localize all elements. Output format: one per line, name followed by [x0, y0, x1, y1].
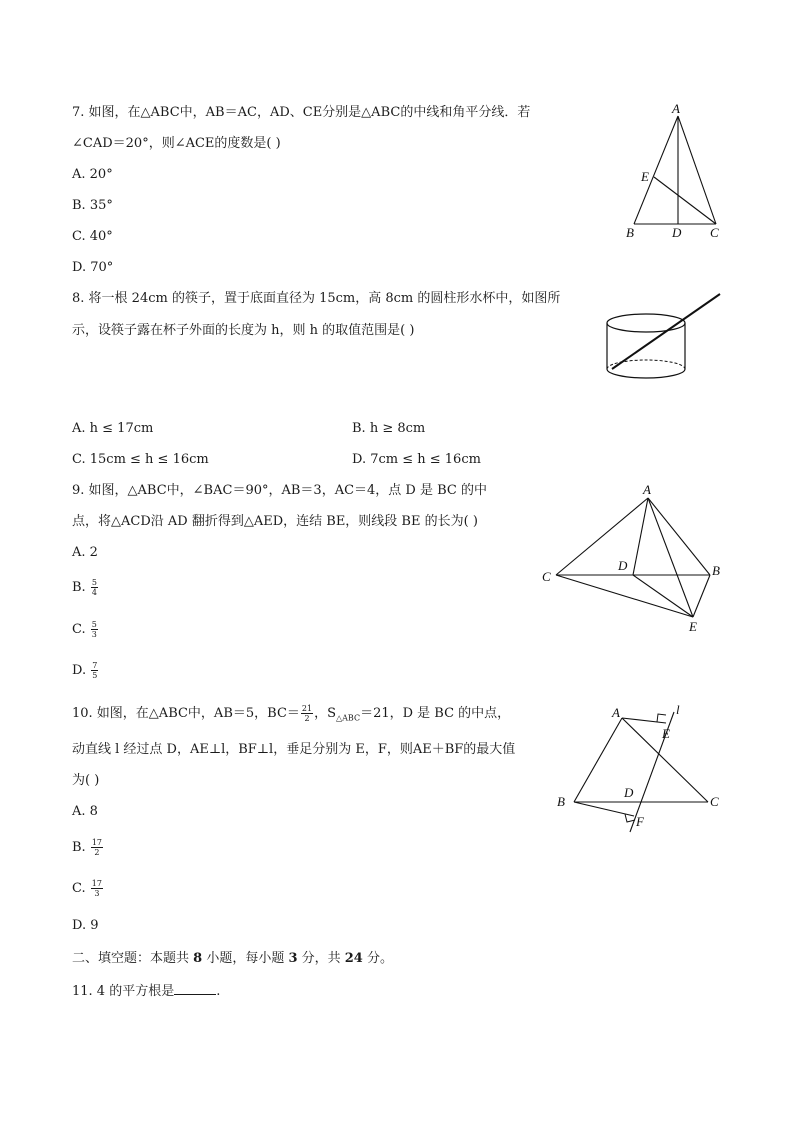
- q11-text: 11. 4 的平方根是: [72, 984, 175, 999]
- section-2-mid2: 分，共: [297, 951, 345, 966]
- q9-option-d-prefix: D.: [72, 663, 87, 678]
- q8-option-a: A. h ≤ 17cm: [72, 421, 154, 436]
- q10-option-c: [72, 879, 104, 898]
- q9-label-d: D: [618, 558, 628, 573]
- q7-stem-line2: ∠CAD＝20°，则∠ACE的度数是( ): [72, 136, 281, 151]
- q10-bc-fraction: $\frac{21}{2}$: [301, 704, 313, 723]
- q10-label-b: B: [557, 794, 565, 809]
- q7-label-c: C: [710, 225, 719, 240]
- q10-label-l: l: [676, 702, 680, 717]
- section-2-count: 8: [193, 951, 203, 966]
- q10-option-b-prefix: B.: [72, 840, 86, 855]
- q7-option-a: A. 20°: [72, 167, 113, 182]
- q10-label-c: C: [710, 794, 719, 809]
- q9-option-a: A. 2: [72, 545, 98, 560]
- q10-option-b-fraction: $\frac{17}{2}$: [91, 838, 103, 857]
- q10-area-subscript: △ABC: [335, 713, 361, 723]
- q10-stem-part1: 10. 如图，在△ABC中，AB＝5，BC＝: [72, 706, 300, 721]
- q10-option-c-fraction: $\frac{17}{3}$: [91, 879, 102, 898]
- q7-triangle-figure: [620, 100, 730, 242]
- q9-option-b-fraction: $\frac{5}{4}$: [91, 578, 97, 597]
- q10-label-f: F: [636, 814, 644, 829]
- section-2-each: 3: [288, 951, 298, 966]
- q7-label-b: B: [626, 225, 634, 240]
- q11-stem: [72, 982, 220, 1001]
- q11-answer-blank[interactable]: [174, 982, 216, 995]
- q9-option-c-fraction: $\frac{5}{3}$: [91, 620, 97, 639]
- q9-option-b: [72, 578, 99, 597]
- q8-option-d: D. 7cm ≤ h ≤ 16cm: [352, 452, 481, 467]
- section-2-prefix: 二、填空题：本题共: [72, 951, 194, 966]
- section-2-total: 24: [344, 951, 363, 966]
- q7-stem-line1: 7. 如图，在△ABC中，AB＝AC，AD、CE分别是△ABC的中线和角平分线．若: [72, 105, 531, 120]
- q9-label-a: A: [643, 482, 651, 497]
- q10-option-d: D. 9: [72, 918, 99, 933]
- section-2-mid1: 小题，每小题: [202, 951, 289, 966]
- q9-option-d-fraction: $\frac{7}{5}$: [92, 661, 98, 680]
- q7-option-d: D. 70°: [72, 260, 114, 275]
- q10-line-figure: [548, 698, 728, 838]
- q9-label-b: B: [712, 563, 720, 578]
- section-2-suffix: 分。: [362, 951, 393, 966]
- q9-label-e: E: [689, 619, 697, 634]
- q10-stem-part2: ，S: [314, 706, 336, 721]
- q7-label-a: A: [672, 101, 680, 116]
- q8-stem-line1: 8. 将一根 24cm 的筷子，置于底面直径为 15cm，高 8cm 的圆柱形水杯中，如图所: [72, 291, 561, 306]
- q9-label-c: C: [542, 569, 551, 584]
- q10-stem-line3: 为( ): [72, 773, 100, 788]
- q7-label-d: D: [672, 225, 682, 240]
- q10-option-b: [72, 838, 104, 857]
- q10-option-c-prefix: C.: [72, 881, 86, 896]
- q7-option-b: B. 35°: [72, 198, 113, 213]
- section-2-heading: [72, 950, 393, 968]
- q9-option-d: [72, 661, 99, 680]
- q11-end: .: [216, 984, 221, 999]
- q10-label-d: D: [624, 785, 634, 800]
- q9-option-b-prefix: B.: [72, 580, 86, 595]
- q9-stem-line1: 9. 如图，△ABC中，∠BAC＝90°，AB＝3，AC＝4，点 D 是 BC 的中: [72, 483, 487, 498]
- q9-stem-line2: 点，将△ACD沿 AD 翻折得到△AED，连结 BE，则线段 BE 的长为( ): [72, 514, 478, 529]
- q10-stem-part3: ＝21，D 是 BC 的中点，: [360, 706, 511, 721]
- q9-option-c: [72, 620, 99, 639]
- q9-option-c-prefix: C.: [72, 622, 86, 637]
- q8-option-c: C. 15cm ≤ h ≤ 16cm: [72, 452, 209, 467]
- q8-option-b: B. h ≥ 8cm: [352, 421, 426, 436]
- q7-label-e: E: [641, 169, 649, 184]
- q10-stem-line1: [72, 704, 510, 728]
- q8-stem-line2: 示，设筷子露在杯子外面的长度为 h，则 h 的取值范围是( ): [72, 323, 415, 338]
- q7-option-c: C. 40°: [72, 229, 113, 244]
- q10-option-a: A. 8: [72, 804, 98, 819]
- q10-label-a: A: [612, 705, 620, 720]
- q10-stem-line2: 动直线 l 经过点 D，AE⊥l，BF⊥l，垂足分别为 E，F，则AE＋BF的最大值: [72, 742, 516, 757]
- q8-cup-chopstick-figure: [600, 290, 730, 385]
- q10-label-e: E: [662, 726, 670, 741]
- q9-fold-figure: [538, 480, 728, 640]
